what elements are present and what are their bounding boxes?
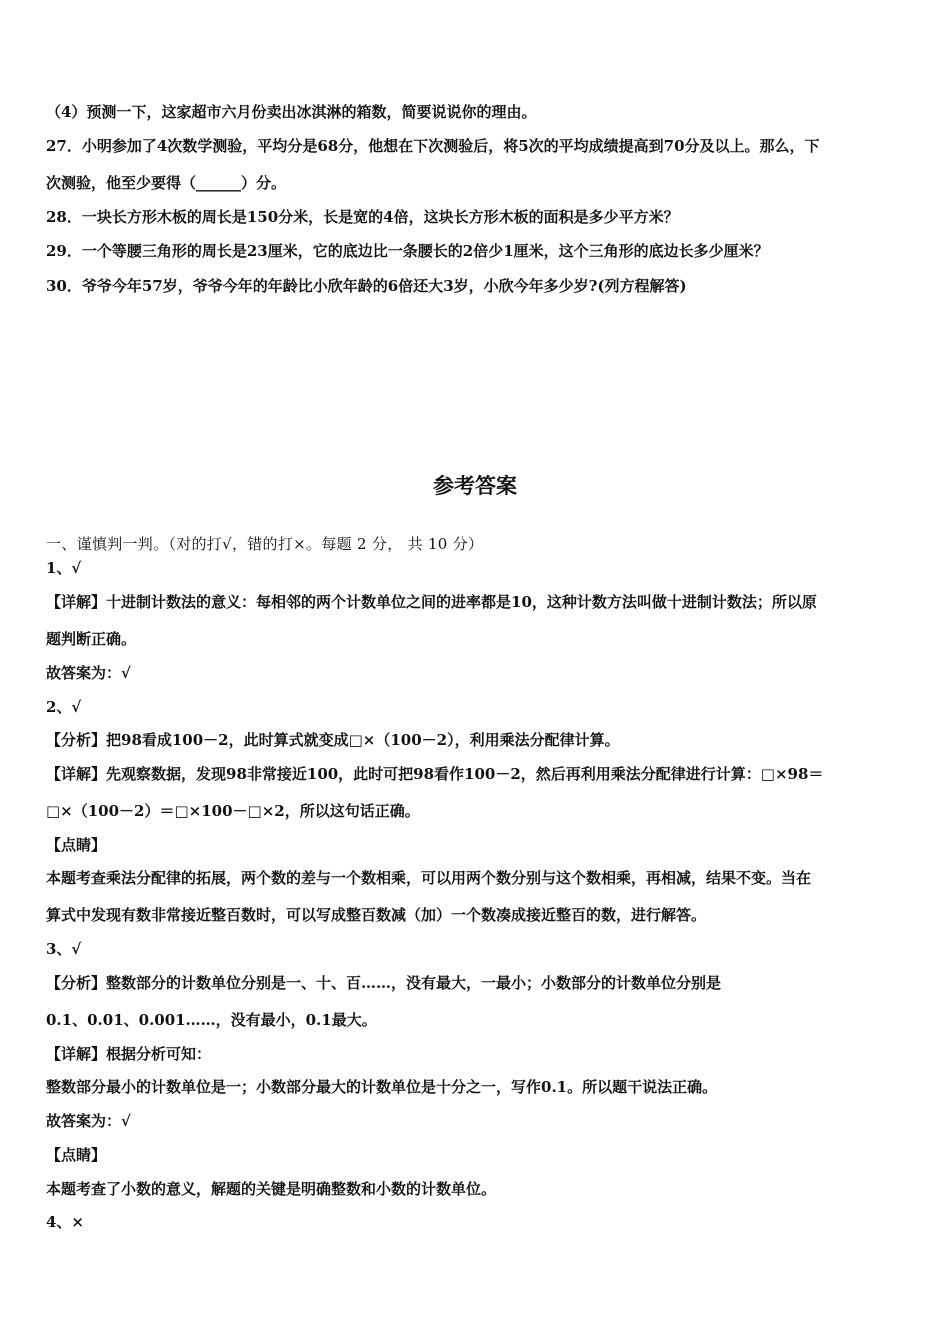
answer-3-point-label: 【点睛】	[46, 1146, 107, 1164]
question-26-4: （4）预测一下，这家超市六月份卖出冰淇淋的箱数，简要说说你的理由。	[46, 103, 537, 121]
answer-1-result: 故答案为：√	[46, 664, 131, 682]
answer-4: 4、×	[46, 1213, 85, 1231]
answer-3-analysis-line1: 【分析】整数部分的计数单位分别是一、十、百……，没有最大，一最小；小数部分的计数单位分别是	[46, 974, 722, 992]
answer-3-analysis-line2: 0.1、0.01、0.001……，没有最小，0.1最大。	[46, 1011, 377, 1029]
answer-3-result: 故答案为：√	[46, 1112, 131, 1130]
answer-3-detail-line2: 整数部分最小的计数单位是一；小数部分最大的计数单位是十分之一，写作0.1。所以题干说法正确。	[46, 1078, 718, 1096]
answer-1: 1、√	[46, 559, 82, 577]
question-28: 28．一块长方形木板的周长是150分米，长是宽的4倍，这块长方形木板的面积是多少平方米？	[46, 208, 679, 226]
answer-2-detail-line2: □×（100－2）＝□×100－□×2，所以这句话正确。	[46, 802, 420, 820]
question-30: 30．爷爷今年57岁，爷爷今年的年龄比小欣年龄的6倍还大3岁，小欣今年多少岁?(列方程解答)	[46, 277, 687, 295]
answer-3: 3、√	[46, 940, 82, 958]
answer-2-point-line1: 本题考查乘法分配律的拓展，两个数的差与一个数相乘，可以用两个数分别与这个数相乘，再相减，结果不变。当在	[46, 869, 812, 887]
answer-2-point-line2: 算式中发现有数非常接近整百数时，可以写成整百数减（加）一个数凑成接近整百的数，进行解答。	[46, 906, 707, 924]
section-1-heading: 一、谨慎判一判。（对的打√，错的打×。每题 2 分， 共 10 分）	[46, 535, 484, 553]
answer-3-detail: 【详解】根据分析可知：	[46, 1045, 212, 1063]
question-29: 29．一个等腰三角形的周长是23厘米，它的底边比一条腰长的2倍少1厘米，这个三角形的底边长多少厘米？	[46, 242, 769, 260]
answer-1-detail-line1: 【详解】十进制计数法的意义：每相邻的两个计数单位之间的进率都是10，这种计数方法叫做十进制计数法；所以原	[46, 593, 817, 611]
answer-3-point: 本题考查了小数的意义，解题的关键是明确整数和小数的计数单位。	[46, 1180, 497, 1198]
question-27-line1: 27．小明参加了4次数学测验，平均分是68分，他想在下次测验后，将5次的平均成绩提高到70分及以上。那么，下	[46, 137, 820, 155]
answer-1-detail-line2: 题判断正确。	[46, 630, 137, 648]
answers-title: 参考答案	[433, 474, 517, 498]
question-27-line2: 次测验，他至少要得（______）分。	[46, 174, 287, 192]
answer-2-analysis: 【分析】把98看成100－2，此时算式就变成□×（100－2），利用乘法分配律计算。	[46, 731, 620, 749]
answer-2-detail-line1: 【详解】先观察数据，发现98非常接近100，此时可把98看作100－2，然后再利用乘法分配律进行计算：□×98＝	[46, 765, 824, 783]
answer-2-point-label: 【点睛】	[46, 836, 107, 854]
answer-2: 2、√	[46, 698, 82, 716]
